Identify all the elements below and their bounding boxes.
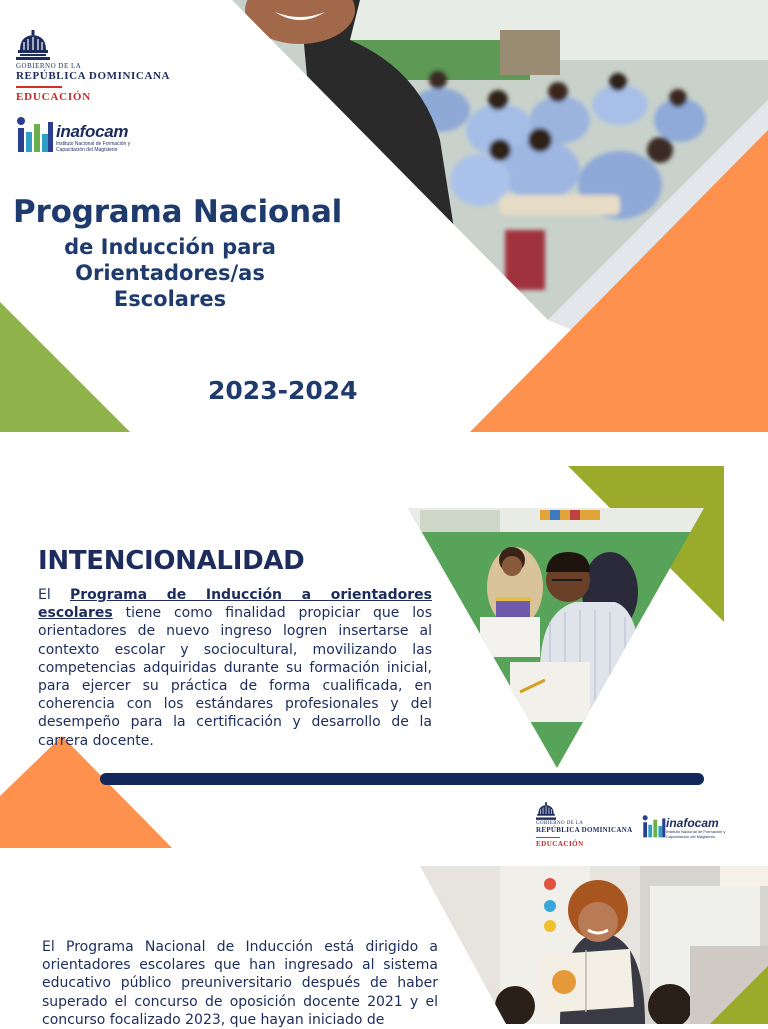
cover-subtitle-line2: Orientadores/as [75,261,265,285]
government-logo-line3: EDUCACIÓN [16,91,92,103]
footer-government-logo [536,802,636,848]
program-description-paragraph: El Programa Nacional de Inducción está dirigido a orientadores escolares que han ingresado al sistema educativo público preuniversitario después de haber superado el concurso de oposición docente 2021 y el concurso focalizado 2023, que hayan iniciado de [42,939,438,1028]
intencionalidad-paragraph [38,586,432,750]
program-name: Programa de Inducción a orientadores escolares [38,587,433,622]
government-logo-line1: GOBIERNO DE LA [16,62,82,70]
cover-subtitle [40,234,300,312]
inafocam-subtitle: Instituto Nacional de Formación y Capacitación del Magisterio [56,141,131,153]
government-logo [16,30,186,103]
intencionalidad-heading: INTENCIONALIDAD [38,546,305,576]
cover-years: 2023-2024 [208,376,358,405]
inafocam-name: inafocam [56,122,129,141]
inafocam-logo [16,114,146,156]
teachers-photo [400,462,730,772]
teacher-reading-photo [420,866,768,1024]
orange-triangle-decoration [0,736,172,848]
inafocam-bars-icon [642,812,666,840]
footer-government-line1: GOBIERNO DE LA [536,821,584,826]
dome-icon [16,30,50,60]
intencionalidad-lead: El [38,587,70,603]
cover-subtitle-line1: de Inducción para [64,235,276,259]
section-divider [100,773,704,785]
inafocam-bars-icon [16,114,54,154]
footer-government-line3: EDUCACIÓN [536,840,584,848]
cover-subtitle-line3: Escolares [113,287,227,311]
intencionalidad-body: tiene como finalidad propiciar que los orientadores de nuevo ingreso logren insertarse al contexto escolar y sociocultural, movilizando las competencias adquiridas durante su formación inicial, para ejercer su práctica de forma cualificada, en coherencia con los estándares profesionales y del desempeño para la certificación y desarrollo de la carrera docente. [38,605,432,749]
footer-government-line2: REPÚBLICA DOMINICANA [536,826,633,834]
government-logo-line2: REPÚBLICA DOMINICANA [16,70,171,82]
dome-icon [536,802,556,820]
footer-logo-divider [536,837,560,838]
footer-inafocam-name: inafocam [666,816,719,830]
logo-divider [16,86,62,88]
footer-inafocam-subtitle: Instituto Nacional de Formación y Capacitación del Magisterio [666,829,726,839]
cover-title: Programa Nacional [13,194,343,230]
footer-inafocam-logo [642,812,732,842]
